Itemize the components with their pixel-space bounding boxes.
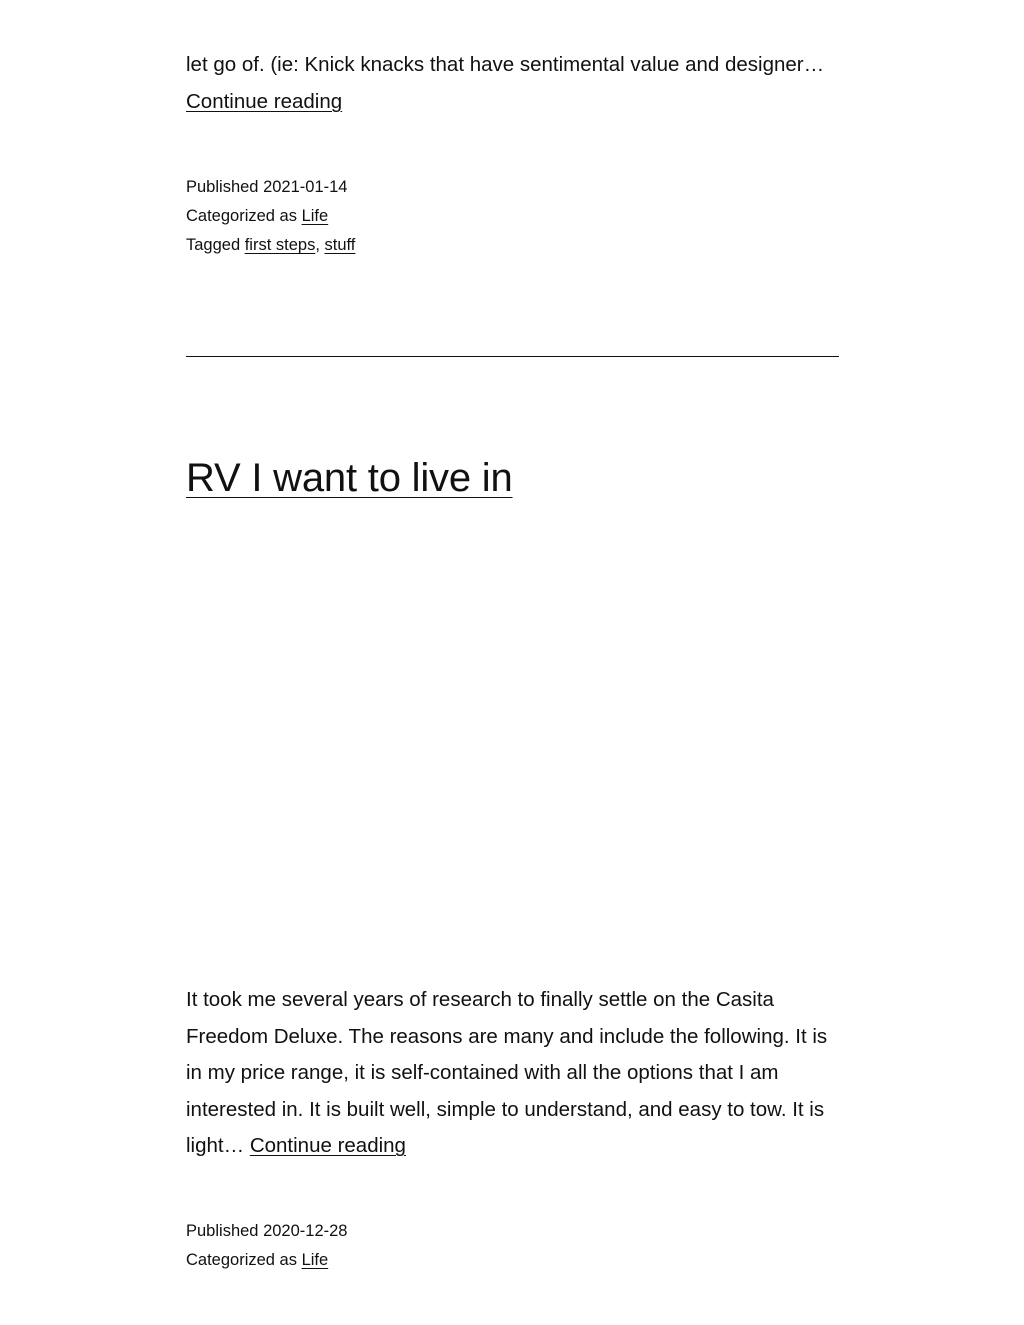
- categorized-label: Categorized as: [186, 207, 302, 225]
- category-link-life[interactable]: Life: [301, 207, 329, 225]
- published-date: 2021-01-14: [263, 178, 348, 196]
- post-1-tags: [186, 231, 839, 260]
- post-divider: [186, 356, 839, 357]
- post-2-featured-image: [186, 560, 839, 940]
- tag-link-stuff[interactable]: stuff: [324, 236, 356, 254]
- published-date: 2020-12-28: [263, 1222, 348, 1240]
- post-1-published: [186, 173, 839, 202]
- tag-separator: ,: [315, 236, 325, 254]
- post-1-continue-reading-link[interactable]: Continue reading: [186, 89, 343, 113]
- published-label: Published: [186, 1222, 264, 1240]
- tag-link-first-steps[interactable]: first steps: [244, 236, 316, 254]
- post-1-excerpt-text: let go of. (ie: Knick knacks that have sentimental value and designer…: [186, 53, 825, 76]
- post-2-continue-reading-link[interactable]: Continue reading: [249, 1134, 406, 1157]
- post-2-excerpt-text: It took me several years of research to finally settle on the Casita Freedom Deluxe. The reasons are many and include the following. It is in my price range, it is self-contained with all the options that I am interested in. It is built well, simple to understand, and easy to tow. It is light…: [186, 988, 828, 1157]
- post-2-published: [186, 1217, 839, 1246]
- post-1: [186, 47, 839, 120]
- post-2: [186, 982, 839, 1165]
- post-1-meta: [186, 173, 839, 260]
- post-2-title-link[interactable]: RV I want to live in: [186, 456, 513, 500]
- categorized-label: Categorized as: [186, 1251, 302, 1269]
- post-2-meta: [186, 1217, 839, 1275]
- post-2-excerpt: [186, 982, 839, 1165]
- category-link-life[interactable]: Life: [301, 1251, 329, 1269]
- post-2-title: [186, 450, 513, 506]
- post-1-excerpt: [186, 47, 839, 120]
- post-2-category: [186, 1246, 839, 1275]
- post-1-category: [186, 202, 839, 231]
- tagged-label: Tagged: [186, 236, 245, 254]
- published-label: Published: [186, 178, 264, 196]
